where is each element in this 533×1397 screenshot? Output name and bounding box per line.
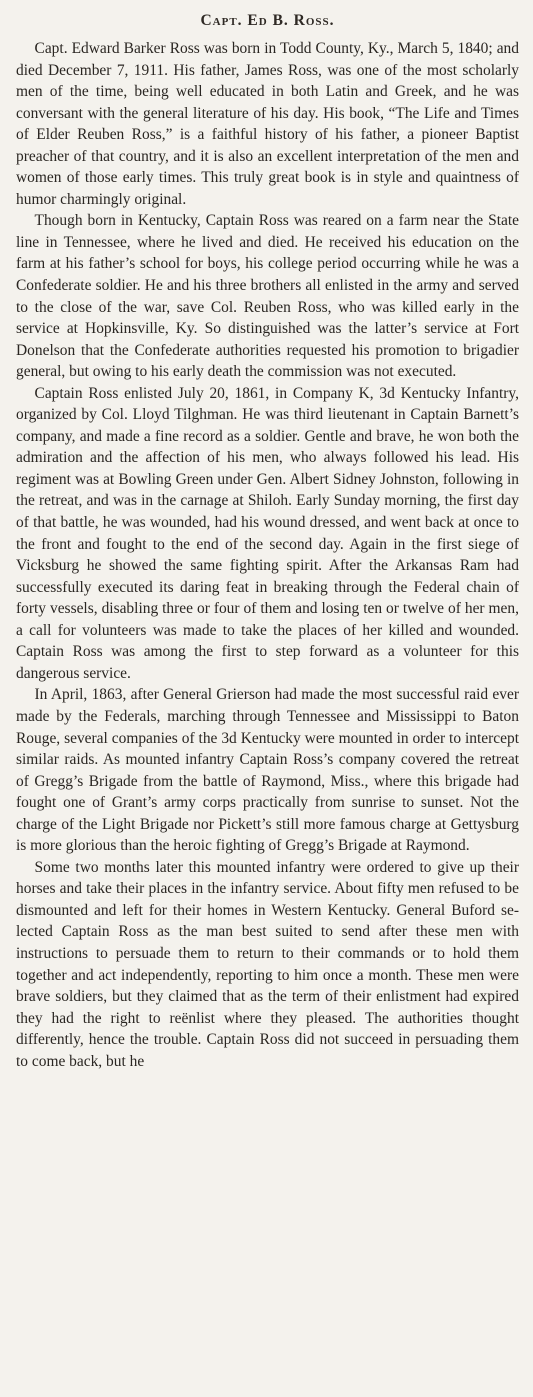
page-title: Capt. Ed B. Ross. [200,12,335,29]
paragraph-enlistment-and-shiloh: Captain Ross enlisted July 20, 1861, in Company K, 3d Kentucky Infantry, organized by Col. Lloyd Tilghman. He was third lieutenant in Captain Barnett’s company, and made a fine record as a soldier. Gentle and brave, he won both the admiration and the affection of his men, who always followed his lead. His regiment was at Bowling Green under Gen. Albert Sidney Johnston, following in the retreat, and was in the carnage at Shiloh. Early Sunday morning, the first day of that battle, he was wounded, had his wound dressed, and went back at once to the front and fought to the end of the second day. Again in the first siege of Vicksburg he showed the same fighting spirit. After the Arkansas Ram had successfully executed its daring feat in breaking through the Federal chain of forty vessels, disabling three or four of them and losing ten or twelve of her men, a call for volunteers was made to take the places of her killed and wounded. Captain Ross was among the first to step forward as a volunteer for this dangerous service. [16,384,519,682]
paragraph-dismounted-men: Some two months later this mounted infantry were ordered to give up their horses and take their places in the infantry service. About fifty men refused to be dismounted and left for their homes in Western Kentucky. General Buford selected Captain Ross as the man best suited to send after these men with instructions to persuade them to return to their commands or to hold them together and act independently, reporting to him once a month. These men were brave soldiers, but they claimed that as the term of their enlistment had expired they had the right to reënlist where they pleased. The authorities thought differently, hence the trouble. Captain Ross did not succeed in persuading them to come back, but he [16,858,519,1070]
paragraph-education-and-brothers: Though born in Kentucky, Captain Ross was reared on a farm near the State line in Tennessee, where he lived and died. He received his education on the farm at his father’s school for boys, his college period occurring while he was a Confederate soldier. He and his three brothers all enlisted in the army and served to the close of the war, save Col. Reuben Ross, who was killed early in the service at Hopkinsville, Ky. So distinguished was the latter’s service at Fort Donelson that the Confederate authorities requested his promotion to brigadier general, but owing to his early death the commission was not executed. [16,212,519,381]
paragraph-birth-and-family: Capt. Edward Barker Ross was born in Todd County, Ky., March 5, 1840; and died December 7, 1911. His father, James Ross, was one of the most scholarly men of the time, being well educated in both Latin and Greek, and he was conversant with the general literature of his day. His book, “The Life and Times of Elder Reuben Ross,” is a faithful history of his father, a pioneer Baptist preacher of that country, and it is also an excellent interpretation of the men and women of those early times. This truly great book is in style and quaintness of humor charmingly original. [16,40,519,208]
paragraph-mounted-infantry-raymond: In April, 1863, after General Grierson had made the most successful raid ever made by the Federals, marching through Tennessee and Mississippi to Baton Rouge, several companies of the 3d Kentucky were mounted in order to intercept similar raids. As mounted infantry Captain Ross’s company covered the retreat of Gregg’s Brigade from the battle of Raymond, Miss., where this brigade had fought one of Grant’s army corps practically from sunrise to sunset. Not the charge of the Light Brigade nor Pickett’s still more famous charge at Gettysburg is more glorious than the heroic fighting of Gregg’s Brigade at Raymond. [16,686,519,855]
